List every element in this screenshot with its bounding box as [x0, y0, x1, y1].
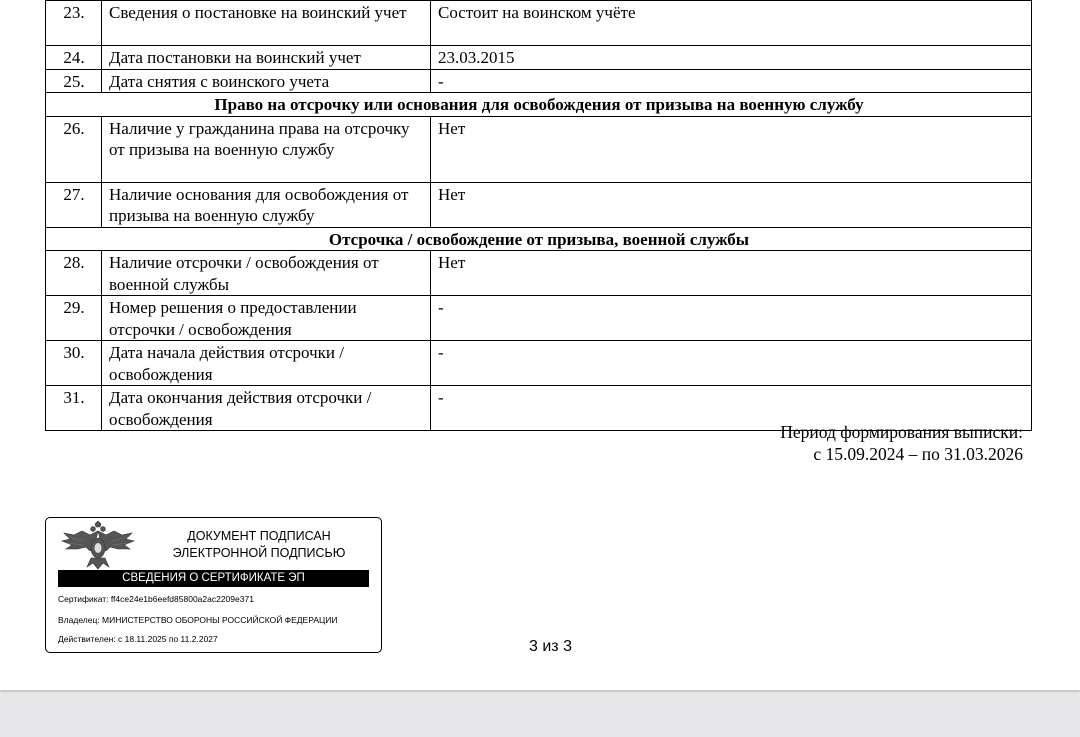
- row-value: -: [431, 386, 1032, 431]
- electronic-signature-stamp: [45, 517, 382, 653]
- row-label: Дата окончания действия отсрочки / освобождения: [102, 386, 431, 431]
- page-number: 3 из 3: [529, 638, 572, 655]
- row-label: Сведения о постановке на воинский учет: [102, 1, 431, 46]
- table-row: [46, 46, 1032, 70]
- row-number: 30.: [46, 341, 102, 386]
- records-table: [45, 0, 1032, 431]
- period-range: с 15.09.2024 – по 31.03.2026: [813, 444, 1023, 464]
- row-label: Дата снятия с воинского учета: [102, 69, 431, 93]
- row-number: 29.: [46, 296, 102, 341]
- table-row: [46, 116, 1032, 182]
- row-label: Наличие отсрочки / освобождения от военной службы: [102, 251, 431, 296]
- row-value: 23.03.2015: [431, 46, 1032, 70]
- table-row: [46, 69, 1032, 93]
- statement-period: [780, 421, 1023, 465]
- row-label: Наличие у гражданина права на отсрочку от призыва на военную службу: [102, 116, 431, 182]
- row-label: Дата постановки на воинский учет: [102, 46, 431, 70]
- table-row: [46, 182, 1032, 227]
- certificate-owner: Владелец: МИНИСТЕРСТВО ОБОРОНЫ РОССИЙСКОЙ ФЕДЕРАЦИИ: [58, 615, 338, 625]
- table-row: [46, 296, 1032, 341]
- row-label: Номер решения о предоставлении отсрочки / освобождения: [102, 296, 431, 341]
- row-value: Состоит на воинском учёте: [431, 1, 1032, 46]
- certificate-validity: Действителен: с 18.11.2025 по 11.2.2027: [58, 634, 218, 644]
- row-label: Дата начала действия отсрочки / освобождения: [102, 341, 431, 386]
- table-row: [46, 251, 1032, 296]
- row-value: -: [431, 341, 1032, 386]
- row-value: Нет: [431, 251, 1032, 296]
- row-number: 27.: [46, 182, 102, 227]
- row-number: 23.: [46, 1, 102, 46]
- certificate-info-banner: СВЕДЕНИЯ О СЕРТИФИКАТЕ ЭП: [58, 570, 369, 587]
- row-number: 31.: [46, 386, 102, 431]
- row-label: Наличие основания для освобождения от призыва на военную службу: [102, 182, 431, 227]
- section-header-row: [46, 227, 1032, 251]
- row-number: 28.: [46, 251, 102, 296]
- section-title-deferment-right: Право на отсрочку или основания для освобождения от призыва на военную службу: [46, 93, 1032, 117]
- section-title-deferment: Отсрочка / освобождение от призыва, военной службы: [46, 227, 1032, 251]
- row-value: -: [431, 69, 1032, 93]
- row-number: 25.: [46, 69, 102, 93]
- row-number: 24.: [46, 46, 102, 70]
- row-value: -: [431, 296, 1032, 341]
- row-value: Нет: [431, 182, 1032, 227]
- table-row: [46, 341, 1032, 386]
- signature-heading: [164, 528, 354, 562]
- row-number: 26.: [46, 116, 102, 182]
- section-header-row: [46, 93, 1032, 117]
- row-value: Нет: [431, 116, 1032, 182]
- signature-heading-line2: ЭЛЕКТРОННОЙ ПОДПИСЬЮ: [172, 546, 346, 560]
- period-label: Период формирования выписки:: [780, 422, 1023, 442]
- double-headed-eagle-emblem-icon: [60, 521, 136, 571]
- signature-heading-line1: ДОКУМЕНТ ПОДПИСАН: [187, 529, 331, 543]
- table-row: [46, 1, 1032, 46]
- certificate-serial: Сертификат: ff4ce24e1b6eefd85800a2ac2209e371: [58, 594, 254, 604]
